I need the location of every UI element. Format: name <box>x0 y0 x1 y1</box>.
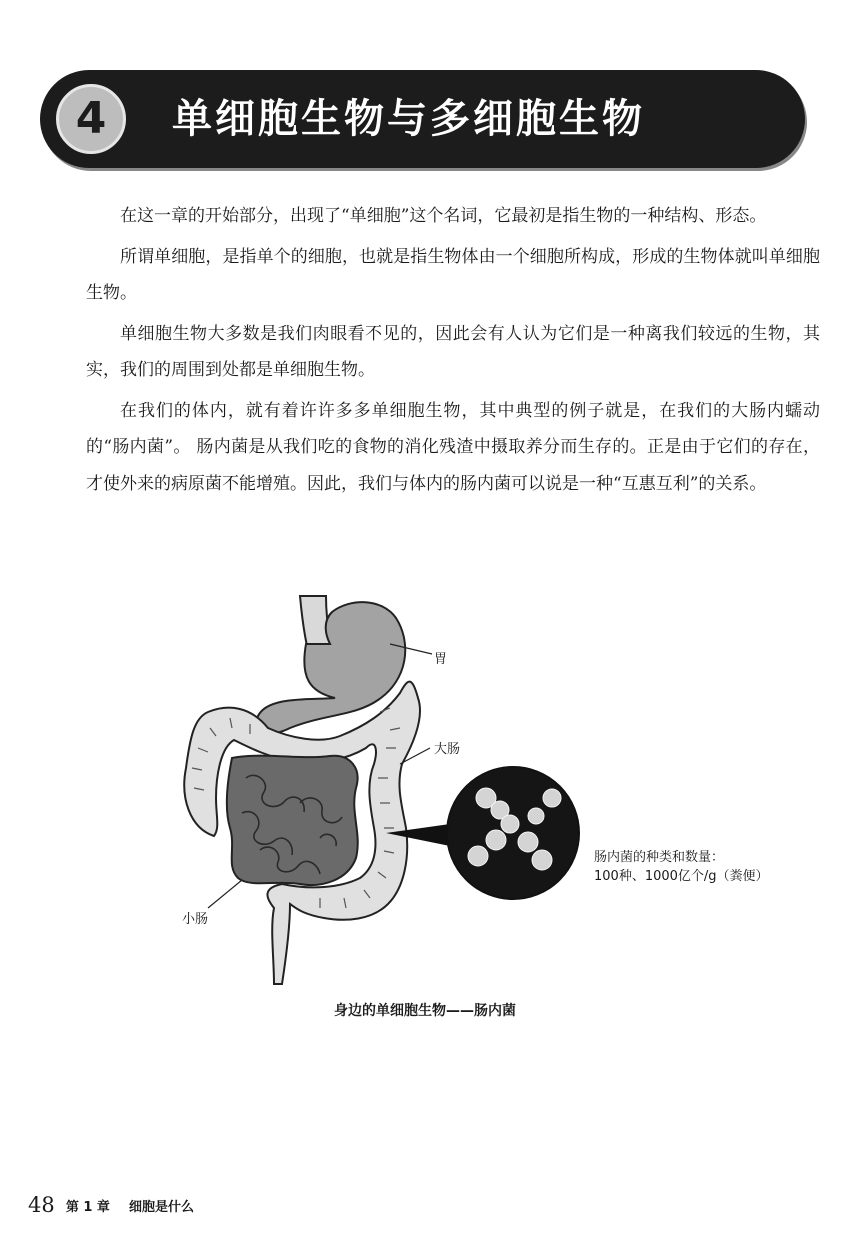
paragraph: 在这一章的开始部分，出现了“单细胞”这个名词，它最初是指生物的一种结构、形态。 <box>120 206 767 226</box>
page-footer <box>28 1193 194 1217</box>
paragraph: 单细胞生物大多数是我们肉眼看不见的，因此会有人认为它们是一种离我们较远的生物，其实，我们的周围到处都是单细胞生物。 <box>86 323 820 380</box>
paragraph: 在我们的体内，就有着许许多多单细胞生物，其中典型的例子就是，在我们的大肠内蠕动的“肠内菌”。 肠内菌是从我们吃的食物的消化残渣中摄取养分而生存的。正是由于它们的存在，才使外来的病原菌不能增殖。因此，我们与体内的肠内菌可以说是一种“互惠互利”的关系。 <box>86 400 820 494</box>
figure-caption: 身边的单细胞生物——肠内菌 <box>334 1003 516 1019</box>
section-number-badge: 4 <box>56 84 126 154</box>
digestive-system-drawing <box>150 588 790 998</box>
bacteria-count-note-line2: 100种、1000亿个/g（粪便） <box>594 869 769 884</box>
chapter-title: 细胞是什么 <box>129 1199 195 1215</box>
large-intestine-label: 大肠 <box>434 742 461 757</box>
page-number: 48 <box>28 1193 55 1217</box>
intestine-illustration <box>150 588 790 998</box>
small-intestine-label: 小肠 <box>182 912 209 927</box>
stomach-label: 胃 <box>434 652 448 667</box>
page-title: 单细胞生物与多细胞生物 <box>172 96 645 142</box>
bacteria-count-note-line1: 肠内菌的种类和数量： <box>594 850 725 865</box>
chapter-number: 第 1 章 <box>65 1199 110 1215</box>
chapter-title-banner <box>40 70 805 168</box>
body-text <box>86 198 820 502</box>
paragraph: 所谓单细胞，是指单个的细胞，也就是指生物体由一个细胞所构成，形成的生物体就叫单细胞生物。 <box>86 246 820 303</box>
